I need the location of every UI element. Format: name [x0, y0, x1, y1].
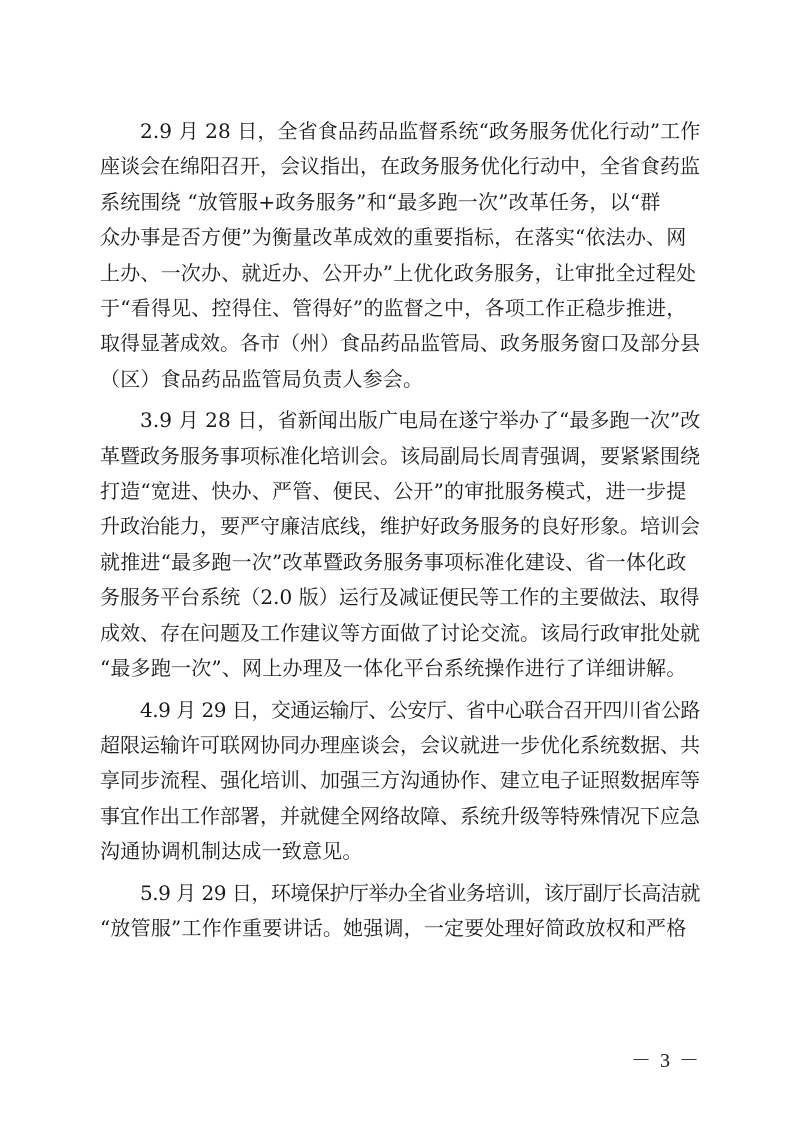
text-line: 务服务平台系统（2.0 版）运行及减证便民等工作的主要做法、取得 — [100, 585, 700, 610]
paragraph-item-3 — [100, 403, 700, 686]
paragraph-item-2 — [100, 114, 700, 397]
text-line: 革暨政务服务事项标准化培训会。该局副局长周青强调，要紧紧围绕 — [100, 443, 700, 468]
text-line: 于“看得见、控得住、管得好”的监督之中，各项工作正稳步推进， — [100, 296, 687, 321]
document-body — [100, 114, 700, 952]
text-line: 众办事是否方便”为衡量改革成效的重要指标，在落实“依法办、网 — [100, 225, 687, 250]
text-line: 沟通协调机制达成一致意见。 — [100, 839, 363, 864]
text-line: 成效、存在问题及工作建议等方面做了讨论交流。该局行政审批处就 — [100, 620, 700, 645]
text-line: 5.9 月 29 日，环境保护厅举办全省业务培训，该厅副厅长高洁就 — [140, 880, 700, 905]
text-line: 3.9 月 28 日，省新闻出版广电局在遂宁举办了“最多跑一次”改 — [140, 408, 701, 433]
text-line: （区）食品药品监管局负责人参会。 — [100, 366, 424, 391]
text-line: 事宜作出工作部署，并就健全网络故障、系统升级等特殊情况下应急 — [100, 803, 700, 828]
text-line: 享同步流程、强化培训、加强三方沟通协作、建立电子证照数据库等 — [100, 768, 700, 793]
text-line: “最多跑一次”、网上办理及一体化平台系统操作进行了详细讲解。 — [100, 656, 687, 681]
paragraph-item-5 — [100, 876, 700, 947]
text-line: 2.9 月 28 日，全省食品药品监督系统“政务服务优化行动”工作 — [140, 119, 701, 143]
paragraph-item-4 — [100, 693, 700, 870]
text-line: “放管服”工作作重要讲话。她强调，一定要处理好简政放权和严格 — [100, 915, 687, 940]
page-number: － 3 － — [631, 1050, 701, 1072]
text-line: 取得显著成效。各市（州）食品药品监管局、政务服务窗口及部分县 — [100, 331, 700, 356]
text-line: 座谈会在绵阳召开，会议指出，在政务服务优化行动中，全省食药监 — [100, 154, 700, 179]
text-line: 就推进“最多跑一次”改革暨政务服务事项标准化建设、省一体化政 — [100, 549, 687, 574]
text-line: 系统围绕 “放管服+政务服务”和“最多跑一次”改革任务，以“群 — [100, 189, 661, 214]
text-line: 打造“宽进、快办、严管、便民、公开”的审批服务模式，进一步提 — [100, 479, 687, 504]
text-line: 升政治能力，要严守廉洁底线，维护好政务服务的良好形象。培训会 — [100, 514, 700, 539]
text-line: 上办、一次办、就近办、公开办”上优化政务服务，让审批全过程处 — [100, 260, 697, 285]
text-line: 超限运输许可联网协同办理座谈会，会议就进一步优化系统数据、共 — [100, 732, 700, 757]
text-line: 4.9 月 29 日，交通运输厅、公安厅、省中心联合召开四川省公路 — [140, 697, 700, 722]
